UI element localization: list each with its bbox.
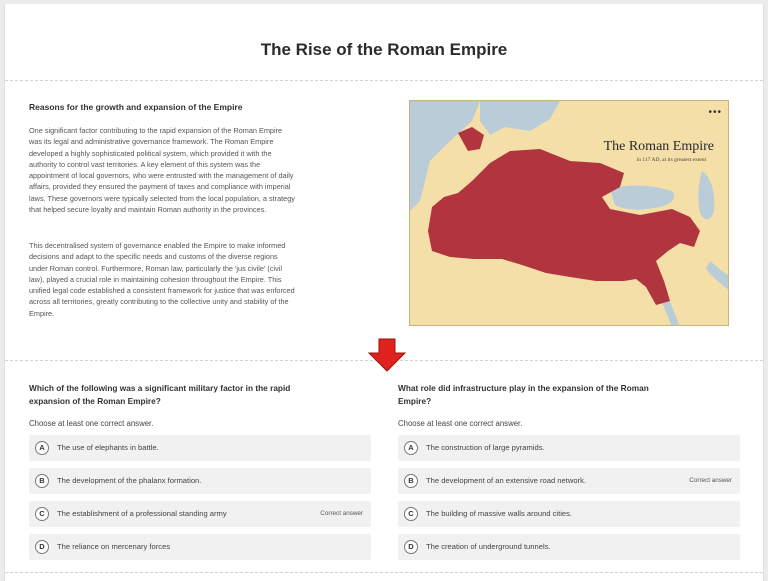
- question-2-instruction: Choose at least one correct answer.: [398, 419, 523, 428]
- divider: [5, 80, 763, 81]
- option-text: The development of an extensive road network.: [426, 476, 586, 485]
- paragraph-line: law), played a crucial role in maintaining cohesion throughout the Empire. This: [29, 274, 282, 284]
- correct-answer-label: Correct answer: [689, 477, 732, 484]
- q1-option-b[interactable]: [29, 468, 371, 494]
- option-text: The development of the phalanx formation.: [57, 476, 202, 485]
- option-letter: C: [35, 507, 49, 521]
- question-1-instruction: Choose at least one correct answer.: [29, 419, 154, 428]
- q2-option-a[interactable]: [398, 435, 740, 461]
- paragraph-2: [29, 240, 373, 319]
- option-text: The establishment of a professional standing army: [57, 509, 227, 518]
- roman-empire-map: [409, 100, 729, 326]
- page-title: The Rise of the Roman Empire: [260, 40, 508, 59]
- question-2-prompt: [398, 382, 738, 407]
- option-text: The construction of large pyramids.: [426, 443, 545, 452]
- q2-option-c[interactable]: [398, 501, 740, 527]
- paragraph-line: unified legal code established a consistent framework for justice that was enforced: [29, 286, 295, 296]
- paragraph-line: that helped secure loyalty and maintain Roman authority in the provinces.: [29, 205, 267, 215]
- paragraph-line: affairs, provided they ensured the payment of taxes and compliance with imperial: [29, 182, 291, 192]
- ellipsis-icon[interactable]: •••: [708, 107, 722, 118]
- question-line: expansion of the Roman Empire?: [29, 395, 161, 406]
- option-letter: B: [404, 474, 418, 488]
- map-title: The Roman Empire: [603, 139, 714, 154]
- option-text: The creation of underground tunnels.: [426, 542, 551, 551]
- option-letter: C: [404, 507, 418, 521]
- question-line: Empire?: [398, 395, 432, 406]
- paragraph-1: [29, 125, 373, 215]
- option-text: The use of elephants in battle.: [57, 443, 159, 452]
- paragraph-line: authority to control vast territories. A key element of this system was the: [29, 159, 261, 169]
- question-line: Which of the following was a significant military factor in the rapid: [29, 383, 291, 393]
- q1-option-d[interactable]: [29, 534, 371, 560]
- paragraph-line: laws. These governors were typically selected from the local population, a strategy: [29, 193, 295, 203]
- map-subtitle: in 117 AD, at its greatest extent: [636, 157, 706, 163]
- map-illustration: [410, 101, 729, 326]
- paragraph-line: across all territories, greatly contributing to the collective unity and stability of the: [29, 297, 289, 307]
- option-letter: B: [35, 474, 49, 488]
- option-letter: D: [404, 540, 418, 554]
- option-letter: A: [35, 441, 49, 455]
- quiz-page: [4, 4, 764, 581]
- option-text: The reliance on mercenary forces: [57, 542, 171, 551]
- section-heading: Reasons for the growth and expansion of the Empire: [29, 102, 243, 112]
- paragraph-line: under Roman control. Furthermore, Roman law, particularly the 'jus civile' (civil: [29, 263, 283, 273]
- paragraph-line: was its legal and administrative governance framework. The Roman Empire: [29, 137, 274, 147]
- correct-answer-label: Correct answer: [320, 510, 363, 517]
- question-line: What role did infrastructure play in the expansion of the Roman: [398, 383, 649, 393]
- q2-option-b[interactable]: [398, 468, 740, 494]
- paragraph-line: This decentralised system of governance enabled the Empire to make informed: [29, 241, 286, 250]
- divider: [5, 572, 763, 573]
- q1-option-c[interactable]: [29, 501, 371, 527]
- arrow-down-icon: [367, 337, 407, 373]
- question-1-prompt: [29, 382, 369, 407]
- paragraph-line: One significant factor contributing to the rapid expansion of the Roman Empire: [29, 126, 283, 135]
- paragraph-line: developed a highly sophisticated political system, which provided it with the: [29, 148, 272, 158]
- paragraph-line: Empire.: [29, 308, 55, 318]
- paragraph-line: appointment of local governors, who were entrusted with the management of daily: [29, 171, 294, 181]
- q1-option-a[interactable]: [29, 435, 371, 461]
- option-text: The building of massive walls around cities.: [426, 509, 573, 518]
- option-letter: D: [35, 540, 49, 554]
- option-letter: A: [404, 441, 418, 455]
- q2-option-d[interactable]: [398, 534, 740, 560]
- paragraph-line: decisions and adapt to the specific needs and customs of the diverse regions: [29, 252, 278, 262]
